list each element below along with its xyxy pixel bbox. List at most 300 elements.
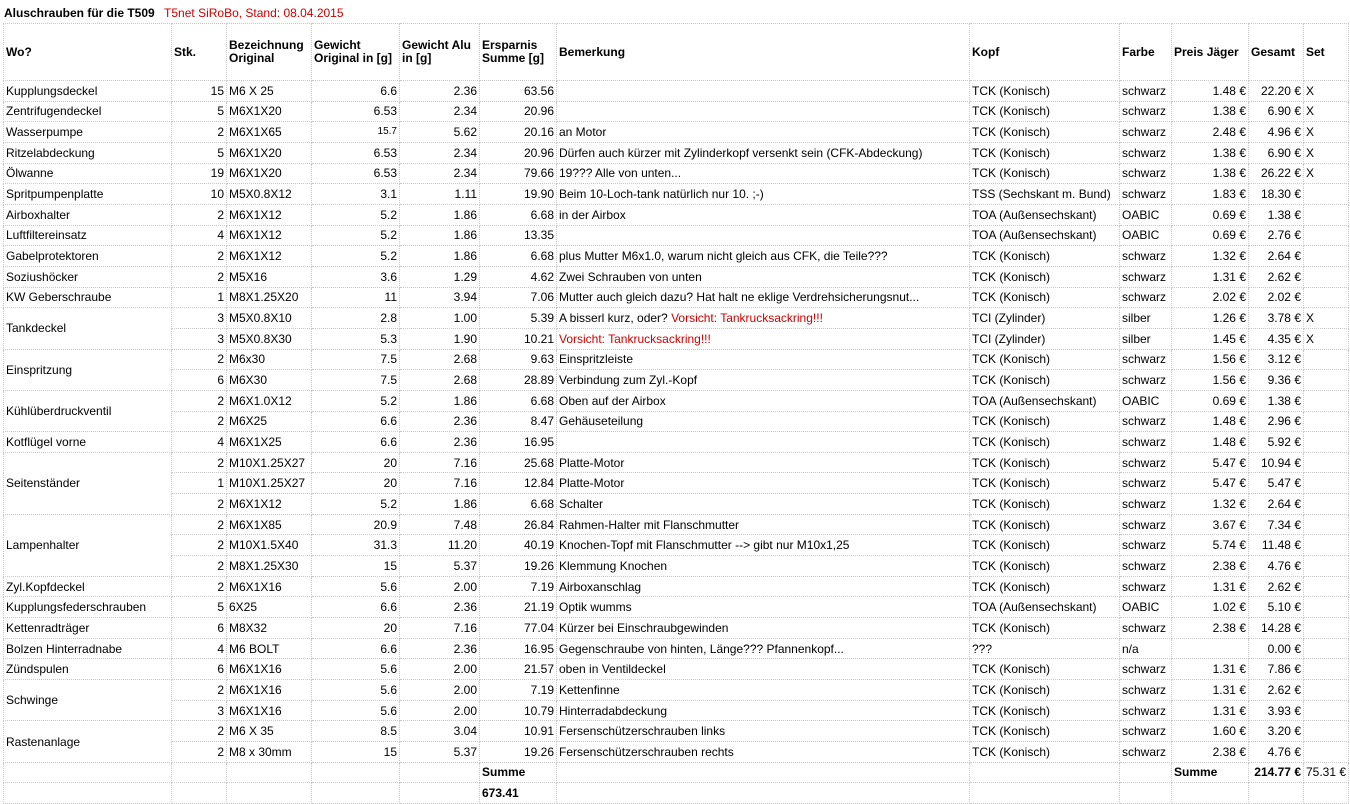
cell-set[interactable]: X [1304,142,1349,163]
cell-gewicht-alu[interactable]: 2.36 [400,432,480,453]
cell-wo[interactable]: Kettenradträger [4,618,172,639]
cell-ersparnis[interactable]: 5.39 [480,308,557,329]
cell-stk[interactable]: 15 [172,81,227,102]
cell-bezeichnung[interactable]: M6X1X20 [227,163,312,184]
cell-set[interactable] [1304,473,1349,494]
cell-kopf[interactable]: TCK (Konisch) [970,700,1120,721]
cell-bezeichnung[interactable]: M6X1X85 [227,514,312,535]
cell-empty[interactable] [557,762,970,783]
cell-kopf[interactable]: TOA (Außensechskant) [970,390,1120,411]
cell-stk[interactable]: 2 [172,204,227,225]
cell-ersparnis[interactable]: 4.62 [480,266,557,287]
cell-farbe[interactable]: schwarz [1120,81,1172,102]
cell-farbe[interactable]: schwarz [1120,432,1172,453]
cell-wo[interactable]: Gabelprotektoren [4,246,172,267]
cell-preis[interactable]: 1.48 € [1172,411,1249,432]
cell-farbe[interactable]: schwarz [1120,576,1172,597]
cell-bemerkung[interactable] [557,204,970,225]
cell-farbe[interactable]: OABIC [1120,204,1172,225]
cell-preis[interactable]: 0.69 € [1172,225,1249,246]
cell-set[interactable]: X [1304,81,1349,102]
cell-stk[interactable]: 4 [172,225,227,246]
cell-empty[interactable] [1249,783,1304,804]
cell-bezeichnung[interactable]: M6 X 35 [227,721,312,742]
cell-gewicht-alu[interactable]: 1.86 [400,390,480,411]
cell-gewicht-alu[interactable]: 2.34 [400,142,480,163]
cell-stk[interactable]: 10 [172,184,227,205]
cell-empty[interactable] [4,762,172,783]
cell-gewicht-original[interactable]: 20 [312,473,400,494]
cell-kopf[interactable]: TCK (Konisch) [970,142,1120,163]
cell-stk[interactable]: 2 [172,535,227,556]
cell-kopf[interactable]: TCK (Konisch) [970,494,1120,515]
cell-bemerkung[interactable] [557,287,970,308]
cell-ersparnis[interactable]: 10.79 [480,700,557,721]
cell-bezeichnung[interactable]: M8X1.25X30 [227,556,312,577]
cell-bezeichnung[interactable]: M6X1X16 [227,680,312,701]
cell-bezeichnung[interactable]: M5X0.8X12 [227,184,312,205]
cell-set[interactable] [1304,556,1349,577]
cell-gewicht-original[interactable]: 7.5 [312,370,400,391]
cell-gewicht-original[interactable]: 20 [312,618,400,639]
cell-wo[interactable]: Kupplungsdeckel [4,81,172,102]
cell-stk[interactable]: 5 [172,597,227,618]
cell-bemerkung[interactable] [557,638,970,659]
cell-preis[interactable]: 1.38 € [1172,142,1249,163]
cell-gesamt[interactable]: 4.76 € [1249,556,1304,577]
cell-gesamt[interactable]: 10.94 € [1249,452,1304,473]
cell-gesamt[interactable]: 2.64 € [1249,246,1304,267]
cell-kopf[interactable]: TCK (Konisch) [970,535,1120,556]
cell-empty[interactable] [557,783,970,804]
cell-gesamt[interactable]: 3.78 € [1249,308,1304,329]
cell-farbe[interactable]: schwarz [1120,680,1172,701]
cell-gewicht-original[interactable]: 31.3 [312,535,400,556]
cell-farbe[interactable]: schwarz [1120,742,1172,763]
cell-preis[interactable]: 1.02 € [1172,597,1249,618]
cell-gesamt[interactable]: 26.22 € [1249,163,1304,184]
header-set[interactable]: Set [1304,24,1349,81]
cell-preis[interactable]: 1.32 € [1172,246,1249,267]
cell-wo[interactable]: Schwinge [4,680,172,721]
cell-gewicht-alu[interactable]: 1.29 [400,266,480,287]
cell-gewicht-alu[interactable]: 3.94 [400,287,480,308]
cell-preis[interactable]: 1.26 € [1172,308,1249,329]
cell-stk[interactable]: 2 [172,494,227,515]
cell-set[interactable] [1304,370,1349,391]
cell-stk[interactable]: 1 [172,287,227,308]
cell-wo[interactable]: Einspritzung [4,349,172,390]
cell-preis[interactable]: 1.48 € [1172,81,1249,102]
cell-preis[interactable]: 1.31 € [1172,576,1249,597]
cell-empty[interactable] [4,783,172,804]
cell-ersparnis[interactable]: 20.96 [480,101,557,122]
header-gewicht-alu[interactable]: Gewicht Alu in [g] [400,24,480,81]
cell-gewicht-original[interactable]: 15.7 [312,122,400,143]
cell-gesamt[interactable]: 5.47 € [1249,473,1304,494]
cell-ersparnis[interactable]: 40.19 [480,535,557,556]
cell-ersparnis[interactable]: 7.19 [480,576,557,597]
cell-bezeichnung[interactable]: M6X25 [227,411,312,432]
cell-bezeichnung[interactable]: M5X0.8X30 [227,328,312,349]
cell-bezeichnung[interactable]: M6X1X20 [227,101,312,122]
cell-gewicht-original[interactable]: 5.3 [312,328,400,349]
cell-preis[interactable]: 0.69 € [1172,204,1249,225]
cell-gesamt[interactable]: 2.62 € [1249,266,1304,287]
cell-farbe[interactable]: silber [1120,308,1172,329]
cell-gewicht-alu[interactable]: 7.16 [400,452,480,473]
cell-farbe[interactable]: schwarz [1120,246,1172,267]
cell-set[interactable] [1304,266,1349,287]
cell-gewicht-original[interactable]: 20 [312,452,400,473]
cell-kopf[interactable]: TCK (Konisch) [970,349,1120,370]
cell-gewicht-alu[interactable]: 2.36 [400,81,480,102]
cell-gewicht-alu[interactable]: 5.37 [400,742,480,763]
summe-label[interactable]: Summe [480,762,557,783]
cell-gewicht-alu[interactable]: 1.86 [400,225,480,246]
cell-farbe[interactable]: schwarz [1120,411,1172,432]
cell-bezeichnung[interactable]: M6X1X65 [227,122,312,143]
cell-farbe[interactable]: schwarz [1120,535,1172,556]
cell-set[interactable] [1304,494,1349,515]
cell-gewicht-alu[interactable]: 7.16 [400,473,480,494]
cell-bezeichnung[interactable]: M5X0.8X10 [227,308,312,329]
cell-preis[interactable]: 3.67 € [1172,514,1249,535]
cell-gesamt[interactable]: 22.20 € [1249,81,1304,102]
cell-gewicht-original[interactable]: 5.6 [312,659,400,680]
cell-gewicht-original[interactable]: 3.1 [312,184,400,205]
cell-kopf[interactable]: TSS (Sechskant m. Bund) [970,184,1120,205]
cell-gewicht-alu[interactable]: 2.36 [400,597,480,618]
cell-farbe[interactable]: schwarz [1120,452,1172,473]
cell-ersparnis[interactable]: 7.19 [480,680,557,701]
cell-gesamt[interactable]: 3.20 € [1249,721,1304,742]
cell-ersparnis[interactable]: 16.95 [480,638,557,659]
cell-ersparnis[interactable]: 9.63 [480,349,557,370]
cell-preis[interactable]: 2.38 € [1172,618,1249,639]
preis-summe-label[interactable]: Summe [1172,762,1249,783]
cell-kopf[interactable]: TCI (Zylinder) [970,328,1120,349]
cell-bezeichnung[interactable]: M8 x 30mm [227,742,312,763]
cell-preis[interactable]: 1.45 € [1172,328,1249,349]
cell-ersparnis[interactable]: 6.68 [480,246,557,267]
cell-gewicht-alu[interactable]: 7.16 [400,618,480,639]
cell-gesamt[interactable]: 4.96 € [1249,122,1304,143]
cell-empty[interactable] [400,783,480,804]
cell-gewicht-alu[interactable]: 1.11 [400,184,480,205]
cell-preis[interactable]: 1.32 € [1172,494,1249,515]
cell-stk[interactable]: 6 [172,618,227,639]
cell-gesamt[interactable]: 2.02 € [1249,287,1304,308]
cell-preis[interactable]: 1.38 € [1172,163,1249,184]
cell-preis[interactable] [1172,638,1249,659]
cell-kopf[interactable]: TCK (Konisch) [970,576,1120,597]
cell-gewicht-original[interactable]: 6.53 [312,142,400,163]
cell-stk[interactable]: 2 [172,680,227,701]
header-gewicht-original[interactable]: Gewicht Original in [g] [312,24,400,81]
cell-ersparnis[interactable]: 12.84 [480,473,557,494]
cell-preis[interactable]: 1.38 € [1172,101,1249,122]
header-kopf[interactable]: Kopf [970,24,1120,81]
cell-bezeichnung[interactable]: 6X25 [227,597,312,618]
cell-bemerkung[interactable] [557,308,970,329]
cell-bemerkung[interactable] [557,721,970,742]
cell-gewicht-alu[interactable]: 5.62 [400,122,480,143]
cell-ersparnis[interactable]: 21.57 [480,659,557,680]
cell-gesamt[interactable]: 4.35 € [1249,328,1304,349]
cell-gesamt[interactable]: 3.93 € [1249,700,1304,721]
cell-farbe[interactable]: schwarz [1120,473,1172,494]
cell-gewicht-original[interactable]: 15 [312,742,400,763]
cell-bemerkung[interactable] [557,494,970,515]
cell-gewicht-alu[interactable]: 2.34 [400,163,480,184]
cell-empty[interactable] [312,783,400,804]
cell-gewicht-alu[interactable]: 2.00 [400,700,480,721]
cell-farbe[interactable]: schwarz [1120,287,1172,308]
cell-kopf[interactable]: TCK (Konisch) [970,101,1120,122]
cell-empty[interactable] [1120,783,1172,804]
cell-farbe[interactable]: OABIC [1120,597,1172,618]
cell-preis[interactable]: 1.83 € [1172,184,1249,205]
cell-gesamt[interactable]: 6.90 € [1249,101,1304,122]
cell-bemerkung[interactable] [557,556,970,577]
cell-stk[interactable]: 4 [172,432,227,453]
cell-gewicht-original[interactable]: 6.6 [312,411,400,432]
cell-bemerkung[interactable] [557,81,970,102]
cell-wo[interactable]: Bolzen Hinterradnabe [4,638,172,659]
cell-gewicht-original[interactable]: 8.5 [312,721,400,742]
cell-ersparnis[interactable]: 19.26 [480,556,557,577]
cell-set[interactable] [1304,700,1349,721]
cell-ersparnis[interactable]: 63.56 [480,81,557,102]
cell-bezeichnung[interactable]: M6x30 [227,349,312,370]
cell-bemerkung[interactable] [557,370,970,391]
gesamt-total[interactable]: 214.77 € [1249,762,1304,783]
cell-gewicht-alu[interactable]: 2.68 [400,370,480,391]
cell-farbe[interactable]: schwarz [1120,266,1172,287]
cell-preis[interactable]: 2.38 € [1172,556,1249,577]
cell-set[interactable] [1304,390,1349,411]
cell-ersparnis[interactable]: 28.89 [480,370,557,391]
cell-empty[interactable] [312,762,400,783]
cell-ersparnis[interactable]: 20.96 [480,142,557,163]
cell-set[interactable] [1304,659,1349,680]
cell-stk[interactable]: 19 [172,163,227,184]
cell-wo[interactable]: Spritpumpenplatte [4,184,172,205]
cell-bemerkung[interactable] [557,597,970,618]
cell-gewicht-original[interactable]: 5.2 [312,225,400,246]
cell-set[interactable] [1304,349,1349,370]
cell-bemerkung[interactable] [557,618,970,639]
cell-gewicht-original[interactable]: 6.6 [312,597,400,618]
cell-wo[interactable]: KW Geberschraube [4,287,172,308]
cell-kopf[interactable]: TCK (Konisch) [970,556,1120,577]
cell-gewicht-alu[interactable]: 7.48 [400,514,480,535]
cell-ersparnis[interactable]: 6.68 [480,494,557,515]
cell-kopf[interactable]: TCK (Konisch) [970,473,1120,494]
cell-gewicht-original[interactable]: 6.53 [312,163,400,184]
header-wo[interactable]: Wo? [4,24,172,81]
cell-bemerkung[interactable] [557,266,970,287]
cell-preis[interactable]: 1.31 € [1172,700,1249,721]
cell-preis[interactable]: 5.47 € [1172,473,1249,494]
cell-preis[interactable]: 1.31 € [1172,266,1249,287]
cell-stk[interactable]: 2 [172,742,227,763]
cell-bemerkung[interactable] [557,163,970,184]
cell-set[interactable] [1304,618,1349,639]
cell-set[interactable] [1304,638,1349,659]
cell-empty[interactable] [400,762,480,783]
cell-bezeichnung[interactable]: M6X1X12 [227,494,312,515]
cell-farbe[interactable]: schwarz [1120,514,1172,535]
cell-empty[interactable] [970,783,1120,804]
cell-gewicht-original[interactable]: 5.6 [312,680,400,701]
cell-preis[interactable]: 2.38 € [1172,742,1249,763]
cell-kopf[interactable]: TOA (Außensechskant) [970,597,1120,618]
cell-wo[interactable]: Wasserpumpe [4,122,172,143]
ersparnis-total[interactable]: 673.41 [480,783,557,804]
cell-bemerkung[interactable] [557,473,970,494]
cell-wo[interactable]: Tankdeckel [4,308,172,349]
cell-farbe[interactable]: schwarz [1120,494,1172,515]
cell-farbe[interactable]: n/a [1120,638,1172,659]
cell-bemerkung[interactable] [557,535,970,556]
cell-gewicht-alu[interactable]: 2.00 [400,659,480,680]
cell-gewicht-alu[interactable]: 1.90 [400,328,480,349]
cell-gesamt[interactable]: 11.48 € [1249,535,1304,556]
cell-bezeichnung[interactable]: M6X1X16 [227,659,312,680]
cell-gewicht-alu[interactable]: 1.86 [400,494,480,515]
cell-gesamt[interactable]: 2.96 € [1249,411,1304,432]
cell-set[interactable] [1304,246,1349,267]
cell-preis[interactable]: 5.47 € [1172,452,1249,473]
cell-kopf[interactable]: TCK (Konisch) [970,742,1120,763]
cell-kopf[interactable]: TCK (Konisch) [970,721,1120,742]
cell-kopf[interactable]: TCI (Zylinder) [970,308,1120,329]
cell-kopf[interactable]: TCK (Konisch) [970,680,1120,701]
cell-stk[interactable]: 6 [172,370,227,391]
cell-wo[interactable]: Luftfiltereinsatz [4,225,172,246]
cell-gewicht-original[interactable]: 6.6 [312,638,400,659]
cell-set[interactable] [1304,204,1349,225]
cell-wo[interactable]: Soziushöcker [4,266,172,287]
cell-farbe[interactable]: schwarz [1120,721,1172,742]
cell-gesamt[interactable]: 2.76 € [1249,225,1304,246]
header-bezeichnung[interactable]: Bezeichnung Original [227,24,312,81]
cell-preis[interactable]: 1.31 € [1172,680,1249,701]
cell-gesamt[interactable]: 3.12 € [1249,349,1304,370]
cell-bezeichnung[interactable]: M6X1.0X12 [227,390,312,411]
cell-farbe[interactable]: schwarz [1120,163,1172,184]
cell-gewicht-alu[interactable]: 2.34 [400,101,480,122]
cell-kopf[interactable]: TCK (Konisch) [970,432,1120,453]
cell-gewicht-original[interactable]: 6.53 [312,101,400,122]
cell-preis[interactable]: 0.69 € [1172,390,1249,411]
cell-gewicht-original[interactable]: 5.2 [312,390,400,411]
cell-empty[interactable] [227,762,312,783]
cell-empty[interactable] [227,783,312,804]
cell-kopf[interactable]: TOA (Außensechskant) [970,204,1120,225]
cell-kopf[interactable]: TCK (Konisch) [970,370,1120,391]
cell-empty[interactable] [172,762,227,783]
cell-set[interactable] [1304,576,1349,597]
cell-gewicht-alu[interactable]: 1.00 [400,308,480,329]
cell-bemerkung[interactable] [557,246,970,267]
cell-gewicht-alu[interactable]: 2.00 [400,576,480,597]
cell-set[interactable] [1304,742,1349,763]
cell-farbe[interactable]: schwarz [1120,101,1172,122]
cell-bezeichnung[interactable]: M6X30 [227,370,312,391]
cell-gesamt[interactable]: 7.86 € [1249,659,1304,680]
cell-empty[interactable] [172,783,227,804]
cell-gewicht-alu[interactable]: 5.37 [400,556,480,577]
cell-kopf[interactable]: TCK (Konisch) [970,246,1120,267]
cell-bezeichnung[interactable]: M6X1X12 [227,246,312,267]
cell-gewicht-alu[interactable]: 11.20 [400,535,480,556]
cell-kopf[interactable]: TCK (Konisch) [970,266,1120,287]
cell-preis[interactable]: 1.48 € [1172,432,1249,453]
cell-bezeichnung[interactable]: M10X1.5X40 [227,535,312,556]
cell-gewicht-original[interactable]: 3.6 [312,266,400,287]
cell-gewicht-alu[interactable]: 1.86 [400,246,480,267]
set-total[interactable]: 75.31 € [1304,762,1349,783]
cell-farbe[interactable]: schwarz [1120,556,1172,577]
cell-ersparnis[interactable]: 8.47 [480,411,557,432]
cell-ersparnis[interactable]: 25.68 [480,452,557,473]
cell-gesamt[interactable]: 7.34 € [1249,514,1304,535]
cell-stk[interactable]: 6 [172,659,227,680]
cell-wo[interactable]: Rastenanlage [4,721,172,762]
cell-set[interactable] [1304,680,1349,701]
cell-stk[interactable]: 2 [172,721,227,742]
cell-bemerkung[interactable] [557,349,970,370]
cell-gesamt[interactable]: 5.92 € [1249,432,1304,453]
cell-stk[interactable]: 1 [172,473,227,494]
cell-farbe[interactable]: schwarz [1120,122,1172,143]
cell-set[interactable] [1304,535,1349,556]
cell-farbe[interactable]: schwarz [1120,349,1172,370]
cell-set[interactable] [1304,225,1349,246]
cell-ersparnis[interactable]: 13.35 [480,225,557,246]
cell-preis[interactable]: 1.60 € [1172,721,1249,742]
cell-stk[interactable]: 3 [172,308,227,329]
cell-set[interactable]: X [1304,122,1349,143]
cell-bemerkung[interactable] [557,411,970,432]
cell-gewicht-alu[interactable]: 1.86 [400,204,480,225]
header-ersparnis[interactable]: Ersparnis Summe [g] [480,24,557,81]
cell-bemerkung[interactable] [557,659,970,680]
cell-gesamt[interactable]: 0.00 € [1249,638,1304,659]
cell-kopf[interactable]: TOA (Außensechskant) [970,225,1120,246]
cell-set[interactable]: X [1304,328,1349,349]
cell-gewicht-alu[interactable]: 2.36 [400,411,480,432]
cell-gewicht-alu[interactable]: 2.68 [400,349,480,370]
cell-stk[interactable]: 2 [172,390,227,411]
cell-farbe[interactable]: schwarz [1120,659,1172,680]
cell-gewicht-original[interactable]: 5.2 [312,494,400,515]
cell-gewicht-alu[interactable]: 3.04 [400,721,480,742]
cell-farbe[interactable]: schwarz [1120,142,1172,163]
cell-kopf[interactable]: TCK (Konisch) [970,81,1120,102]
cell-bemerkung[interactable] [557,680,970,701]
cell-set[interactable] [1304,411,1349,432]
cell-ersparnis[interactable]: 6.68 [480,390,557,411]
cell-kopf[interactable]: TCK (Konisch) [970,618,1120,639]
cell-stk[interactable]: 2 [172,452,227,473]
cell-bezeichnung[interactable]: M6X1X16 [227,576,312,597]
cell-stk[interactable]: 2 [172,122,227,143]
cell-gewicht-original[interactable]: 5.6 [312,700,400,721]
